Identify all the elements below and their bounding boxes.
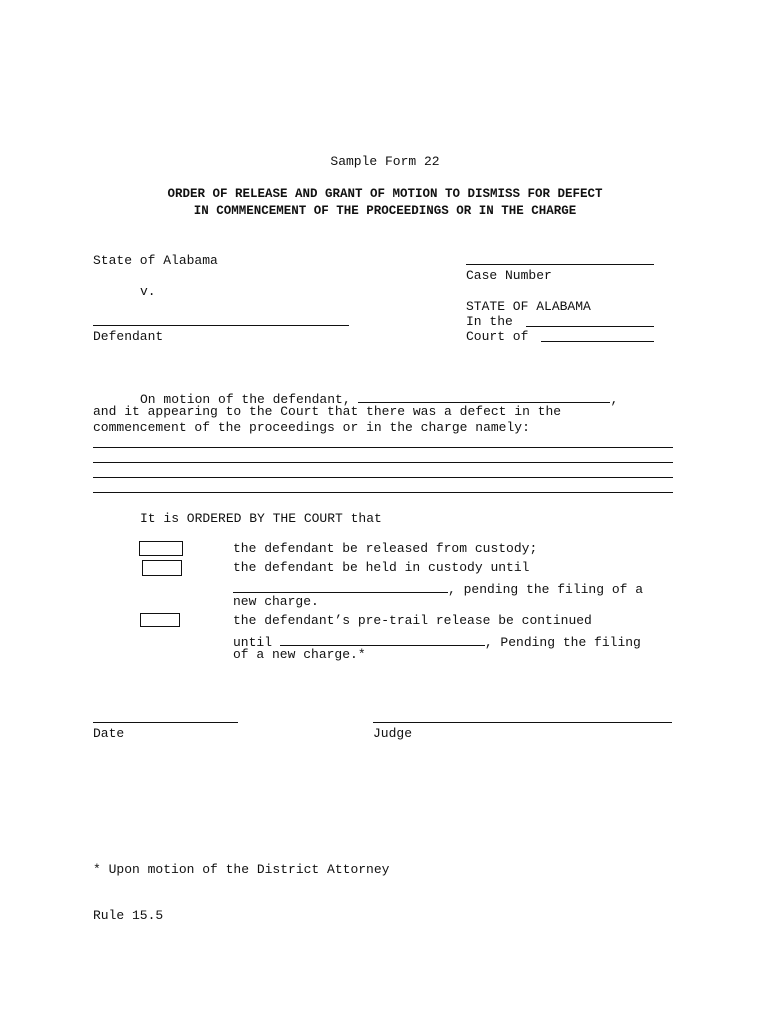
option-held-line-3: new charge. [233, 594, 319, 609]
title-line-1: ORDER OF RELEASE AND GRANT OF MOTION TO DISMISS FOR DEFECT [167, 187, 603, 201]
defect-description-line[interactable] [93, 477, 673, 478]
judge-label: Judge [373, 726, 413, 741]
motion-line-2: and it appearing to the Court that there was a defect in the [93, 404, 562, 419]
option-pretrial-line-1: the defendant’s pre-trail release be continued [233, 613, 592, 628]
court-of-label: Court of [466, 329, 529, 344]
date-line[interactable] [93, 722, 238, 723]
option-held-line-1: the defendant be held in custody until [233, 560, 530, 575]
title-line-2: IN COMMENCEMENT OF THE PROCEEDINGS OR IN THE CHARGE [193, 204, 577, 218]
defendant-name-line[interactable] [93, 325, 349, 326]
in-the-label: In the [466, 314, 513, 329]
defendant-name-blank[interactable] [358, 389, 610, 403]
option-pretrial-line-2: until , Pending the filing [233, 632, 641, 650]
defect-description-line[interactable] [93, 447, 673, 448]
motion-line-3: commencement of the proceedings or in the charge namely: [93, 420, 530, 435]
case-number-label: Case Number [466, 268, 552, 283]
form-label: Sample Form 22 [330, 154, 440, 169]
pretrial-release-checkbox[interactable] [140, 613, 180, 627]
court-location-line[interactable] [541, 341, 654, 342]
court-type-line[interactable] [526, 326, 654, 327]
date-label: Date [93, 726, 125, 741]
option-release-text: the defendant be released from custody; [233, 541, 538, 556]
defendant-label: Defendant [93, 329, 164, 344]
defect-description-line[interactable] [93, 492, 673, 493]
footnote: * Upon motion of the District Attorney [93, 862, 390, 877]
judge-signature-line[interactable] [373, 722, 672, 723]
rule-reference: Rule 15.5 [93, 908, 164, 923]
ordered-text: It is ORDERED BY THE COURT that [140, 511, 382, 526]
versus: v. [140, 284, 156, 299]
motion-line-1: On motion of the defendant, , [140, 389, 618, 407]
defect-description-line[interactable] [93, 462, 673, 463]
option-pretrial-line-3: of a new charge.* [233, 647, 366, 662]
case-number-line[interactable] [466, 264, 654, 265]
pretrial-until-blank[interactable] [280, 632, 485, 646]
state-of-alabama: State of Alabama [93, 253, 218, 268]
held-in-custody-checkbox[interactable] [142, 560, 182, 576]
option-held-line-2: , pending the filing of a [233, 579, 643, 597]
state-caps: STATE OF ALABAMA [466, 299, 591, 314]
release-checkbox[interactable] [139, 541, 183, 556]
held-until-blank[interactable] [233, 579, 448, 593]
